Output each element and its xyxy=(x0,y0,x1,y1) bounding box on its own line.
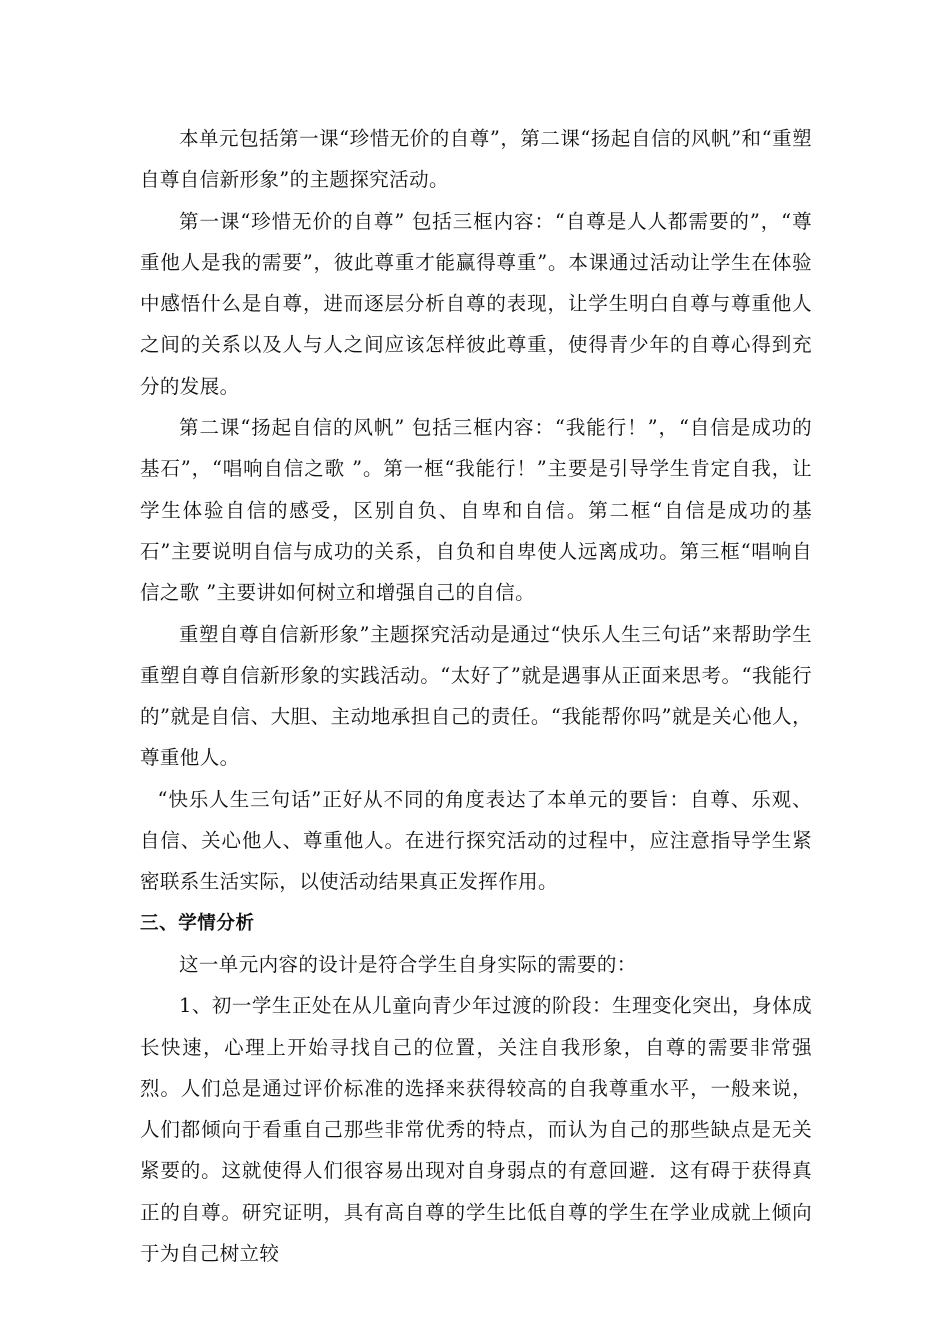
lesson-one-paragraph: 第一课“珍惜无价的自尊” 包括三框内容：“自尊是人人都需要的”，“尊重他人是我的需要”，彼此尊重才能赢得尊重”。本课通过活动让学生在体验中感悟什么是自尊，进而逐层分析自尊的表现，让学生明白自尊与尊重他人之间的关系以及人与人之间应该怎样彼此尊重，使得青少年的自尊心得到充分的发展。 xyxy=(140,209,812,398)
section-heading: 三、学情分析 xyxy=(140,912,255,934)
lesson-two-paragraph: 第二课“扬起自信的风帆” 包括三框内容：“我能行！”，“自信是成功的基石”，“唱响自信之歌 ”。第一框“我能行！”主要是引导学生肯定自我，让学生体验自信的感受，区别自负、自卑和自信。第二框“自信是成功的基石”主要说明自信与成功的关系，自负和自卑使人远离成功。第三框“唱响自信之歌 ”主要讲如何树立和增强自己的自信。 xyxy=(140,416,812,605)
section-intro-paragraph: 这一单元内容的设计是符合学生自身实际的需要的： xyxy=(179,952,637,976)
section-point-one-paragraph: 1、初一学生正处在从儿童向青少年过渡的阶段：生理变化突出，身体成长快速，心理上开始寻找自己的位置，关注自我形象，自尊的需要非常强烈。人们总是通过评价标准的选择来获得较高的自我尊重水平，一般来说，人们都倾向于看重自己那些非常优秀的特点，而认为自己的那些缺点是无关紧要的。这就使得人们很容易出现对自身弱点的有意回避．这有碍于获得真正的自尊。研究证明，具有高自尊的学生比低自尊的学生在学业成就上倾向于为自己树立较 xyxy=(140,994,812,1266)
document-page xyxy=(140,118,812,1274)
summary-paragraph: “快乐人生三句话”正好从不同的角度表达了本单元的要旨：自尊、乐观、自信、关心他人、尊重他人。在进行探究活动的过程中，应注意指导学生紧密联系生活实际，以使活动结果真正发挥作用。 xyxy=(140,787,812,894)
intro-paragraph: 本单元包括第一课“珍惜无价的自尊”，第二课“扬起自信的风帆”和“重塑自尊自信新形象”的主题探究活动。 xyxy=(140,127,812,192)
inquiry-activity-paragraph: 重塑自尊自信新形象”主题探究活动是通过“快乐人生三句话”来帮助学生重塑自尊自信新形象的实践活动。“太好了”就是遇事从正面来思考。“我能行的”就是自信、大胆、主动地承担自己的责任。“我能帮你吗”就是关心他人，尊重他人。 xyxy=(140,622,812,770)
